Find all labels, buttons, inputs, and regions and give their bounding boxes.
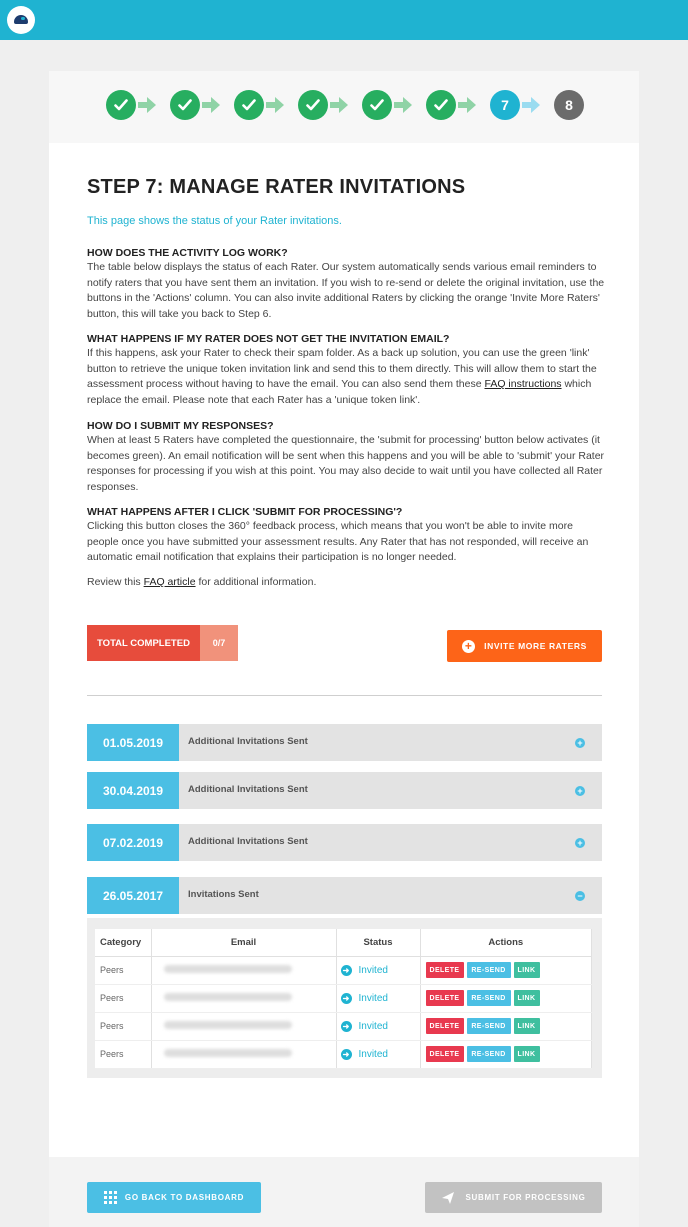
row-category: Peers — [95, 1040, 151, 1068]
row-category: Peers — [95, 956, 151, 984]
section-heading-submit: HOW DO I SUBMIT MY RESPONSES? — [87, 420, 274, 432]
log-entry-date: 07.02.2019 — [87, 824, 179, 861]
row-email — [151, 1040, 336, 1068]
log-entry-label: Invitations Sent — [188, 889, 259, 900]
delete-button[interactable]: DELETE — [426, 1018, 464, 1034]
row-email — [151, 1012, 336, 1040]
review-text: Review this FAQ article for additional information. — [87, 576, 317, 588]
go-back-to-dashboard-button[interactable]: GO BACK TO DASHBOARD — [87, 1182, 261, 1213]
faq-article-link[interactable]: FAQ article — [143, 576, 196, 588]
step-4-indicator — [298, 90, 328, 120]
collapse-icon[interactable]: − — [575, 891, 585, 901]
step-1-indicator — [106, 90, 136, 120]
resend-button[interactable]: RE-SEND — [467, 990, 511, 1006]
arrow-right-circle-icon: ➜ — [341, 1049, 352, 1060]
arrow-right-circle-icon: ➜ — [341, 1021, 352, 1032]
paper-plane-icon — [441, 1191, 455, 1205]
column-header-category: Category — [95, 929, 151, 956]
row-category: Peers — [95, 984, 151, 1012]
checkmark-icon — [114, 99, 128, 111]
invite-more-raters-button[interactable]: + INVITE MORE RATERS — [447, 630, 602, 662]
section-text-submit: When at least 5 Raters have completed the questionnaire, the 'submit for processing' button below activates (it becomes green). An email notification will be sent when this happens and you will be able to 'submit' your Rater responses for processing if you wish at this point. You may also decide to wait until you have collected all Rater responses. — [87, 434, 605, 493]
invitations-table — [95, 929, 592, 1069]
car-logo-icon[interactable] — [7, 6, 35, 34]
table-row — [95, 984, 592, 1012]
row-email — [151, 956, 336, 984]
arrow-right-circle-icon: ➜ — [341, 993, 352, 1004]
step-arrow-icon — [265, 96, 285, 114]
row-email — [151, 984, 336, 1012]
section-text-after-submit: Clicking this button closes the 360° feedback process, which means that you won't be able to invite more people once you have submitted your assessment results. Any Rater that has not responded, will receive an automatic email notification that explains their participation is no longer needed. — [87, 520, 589, 563]
resend-button[interactable]: RE-SEND — [467, 1018, 511, 1034]
step-arrow-icon — [137, 96, 157, 114]
section-heading-no-email: WHAT HAPPENS IF MY RATER DOES NOT GET THE INVITATION EMAIL? — [87, 333, 450, 345]
row-status: ➜ Invited — [337, 1049, 420, 1060]
step-2-indicator — [170, 90, 200, 120]
total-completed-count: 0/7 — [200, 625, 238, 661]
redacted-email — [164, 1021, 292, 1029]
grid-icon — [104, 1191, 117, 1204]
log-entry[interactable] — [87, 824, 602, 861]
link-button[interactable]: LINK — [514, 1018, 540, 1034]
step-arrow-icon — [393, 96, 413, 114]
expand-icon[interactable]: + — [575, 738, 585, 748]
log-entry-date: 01.05.2019 — [87, 724, 179, 761]
row-status: ➜ Invited — [337, 993, 420, 1004]
step-6-indicator — [426, 90, 456, 120]
log-entry-label: Additional Invitations Sent — [188, 836, 308, 847]
row-status: ➜ Invited — [337, 965, 420, 976]
row-category: Peers — [95, 1012, 151, 1040]
log-entry-label: Additional Invitations Sent — [188, 784, 308, 795]
redacted-email — [164, 993, 292, 1001]
link-button[interactable]: LINK — [514, 962, 540, 978]
link-button[interactable]: LINK — [514, 990, 540, 1006]
page-title: STEP 7: MANAGE RATER INVITATIONS — [87, 176, 466, 198]
resend-button[interactable]: RE-SEND — [467, 1046, 511, 1062]
log-entry[interactable] — [87, 724, 602, 761]
section-heading-activity-log: HOW DOES THE ACTIVITY LOG WORK? — [87, 247, 288, 259]
section-heading-after-submit: WHAT HAPPENS AFTER I CLICK 'SUBMIT FOR PROCESSING'? — [87, 506, 403, 518]
table-row — [95, 1040, 592, 1068]
top-bar — [0, 0, 688, 40]
table-row — [95, 956, 592, 984]
row-actions — [421, 1046, 592, 1062]
column-header-email: Email — [151, 929, 336, 956]
delete-button[interactable]: DELETE — [426, 990, 464, 1006]
step-arrow-icon — [521, 96, 541, 114]
step-5-indicator — [362, 90, 392, 120]
step-arrow-icon — [457, 96, 477, 114]
row-actions — [421, 990, 592, 1006]
checkmark-icon — [242, 99, 256, 111]
log-entry-label: Additional Invitations Sent — [188, 736, 308, 747]
step-7-indicator: 7 — [490, 90, 520, 120]
total-completed-label: TOTAL COMPLETED — [87, 625, 200, 661]
log-entry-date: 26.05.2017 — [87, 877, 179, 914]
checkmark-icon — [434, 99, 448, 111]
page-intro: This page shows the status of your Rater invitations. — [87, 215, 342, 227]
expand-icon[interactable]: + — [575, 838, 585, 848]
log-entry[interactable] — [87, 772, 602, 809]
row-status: ➜ Invited — [337, 1021, 420, 1032]
link-button[interactable]: LINK — [514, 1046, 540, 1062]
row-actions — [421, 962, 592, 978]
step-3-indicator — [234, 90, 264, 120]
resend-button[interactable]: RE-SEND — [467, 962, 511, 978]
divider — [87, 695, 602, 696]
row-actions — [421, 1018, 592, 1034]
log-entry-date: 30.04.2019 — [87, 772, 179, 809]
arrow-right-circle-icon: ➜ — [341, 965, 352, 976]
column-header-actions: Actions — [420, 929, 592, 956]
redacted-email — [164, 965, 292, 973]
invitations-table-panel — [87, 918, 602, 1078]
step-8-indicator: 8 — [554, 90, 584, 120]
checkmark-icon — [370, 99, 384, 111]
section-text-activity-log: The table below displays the status of each Rater. Our system automatically sends various email reminders to notify raters that you have sent them an invitation. If you wish to re-send or delete the original invitation, use the buttons in the 'Actions' column. You can also invite additional Raters by clicking the orange 'Invite More Raters' button, this will take you back to Step 6. — [87, 261, 605, 320]
log-entry[interactable] — [87, 877, 602, 914]
column-header-status: Status — [336, 929, 420, 956]
faq-instructions-link[interactable]: FAQ instructions — [484, 378, 562, 390]
step-arrow-icon — [329, 96, 349, 114]
submit-for-processing-button[interactable]: SUBMIT FOR PROCESSING — [425, 1182, 602, 1213]
redacted-email — [164, 1049, 292, 1057]
delete-button[interactable]: DELETE — [426, 1046, 464, 1062]
table-row — [95, 1012, 592, 1040]
checkmark-icon — [178, 99, 192, 111]
expand-icon[interactable]: + — [575, 786, 585, 796]
checkmark-icon — [306, 99, 320, 111]
delete-button[interactable]: DELETE — [426, 962, 464, 978]
step-arrow-icon — [201, 96, 221, 114]
section-text-no-email: If this happens, ask your Rater to check their spam folder. As a back up solution, you can use the green 'link' button to retrieve the unique token invitation link and send this to them directly. This will allow them to start the assessment process without having to have the email. You can also send them these FAQ instructions which replace the email. Please note that each Rater has a 'unique token link'. — [87, 347, 597, 406]
plus-circle-icon: + — [462, 640, 475, 653]
